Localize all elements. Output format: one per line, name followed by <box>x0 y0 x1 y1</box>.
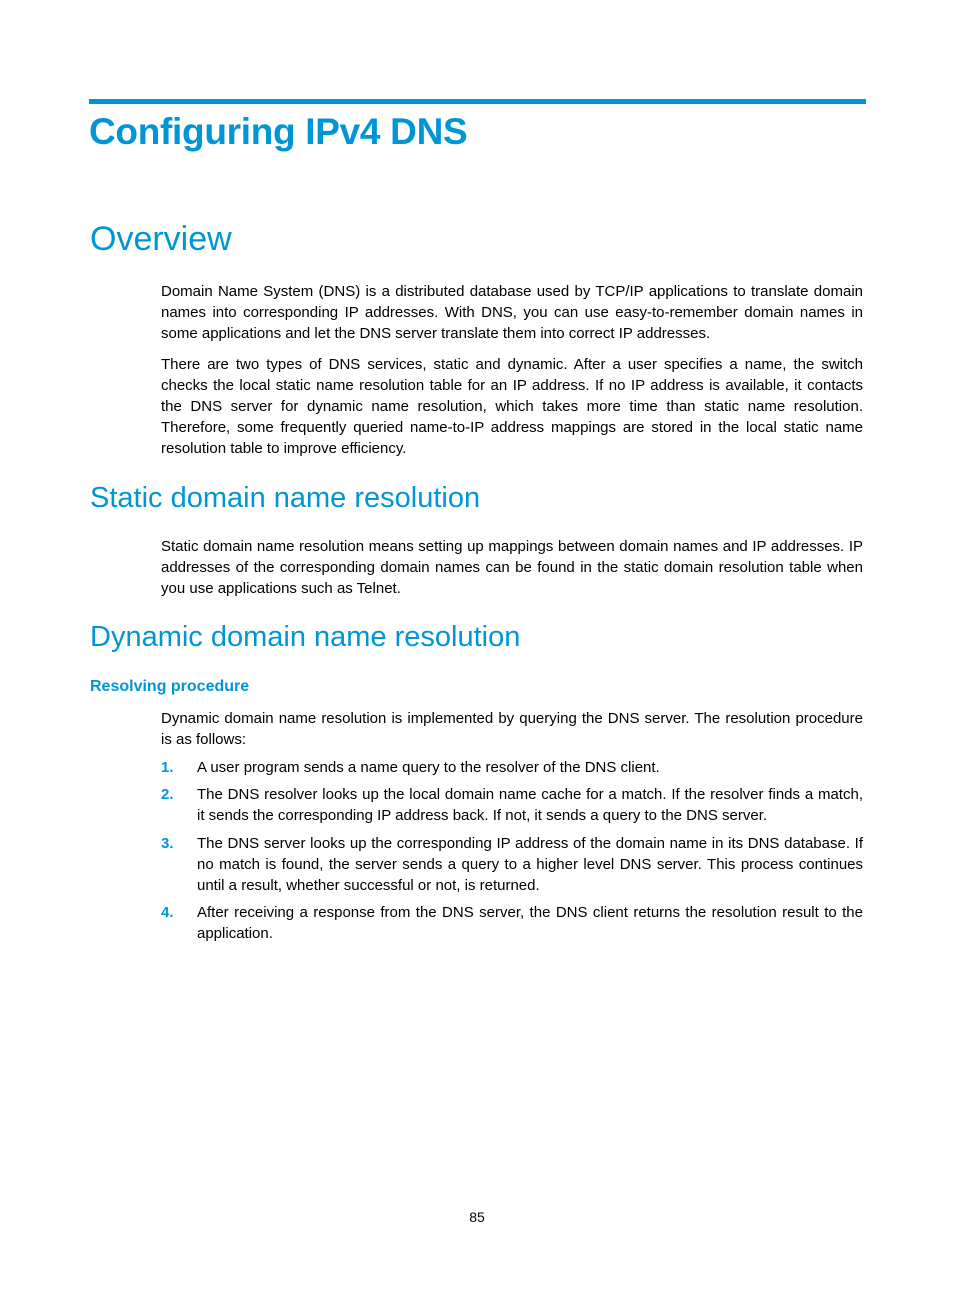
step-text: After receiving a response from the DNS server, the DNS client returns the resolution result to the application. <box>197 904 863 942</box>
overview-paragraph-2: There are two types of DNS services, static and dynamic. After a user specifies a name, the switch checks the local static name resolution table for an IP address. If no IP address is available, it contacts the DNS server for dynamic name resolution, which takes more time than static name resolution. Therefore, some frequently queried name-to-IP address mappings are stored in the local static name resolution table to improve efficiency. <box>161 356 863 457</box>
procedure-step <box>161 757 863 778</box>
resolving-procedure-heading: Resolving procedure <box>90 678 250 695</box>
step-text: A user program sends a name query to the resolver of the DNS client. <box>197 759 660 776</box>
procedure-step <box>161 833 863 896</box>
step-number: 3. <box>161 835 174 852</box>
chapter-title: Configuring IPv4 DNS <box>89 111 468 152</box>
overview-heading: Overview <box>90 220 232 258</box>
chapter-top-rule <box>89 99 866 104</box>
step-number: 1. <box>161 759 174 776</box>
procedure-step <box>161 784 863 826</box>
step-number: 2. <box>161 786 174 803</box>
step-number: 4. <box>161 904 174 921</box>
procedure-step <box>161 902 863 944</box>
static-section-heading: Static domain name resolution <box>90 482 481 514</box>
dynamic-section-intro: Dynamic domain name resolution is implemented by querying the DNS server. The resolution procedure is as follows: <box>161 710 863 748</box>
dynamic-section-heading: Dynamic domain name resolution <box>90 621 521 653</box>
step-text: The DNS resolver looks up the local domain name cache for a match. If the resolver finds a match, it sends the corresponding IP address back. If not, it sends a query to the DNS server. <box>197 786 863 824</box>
overview-paragraph-1: Domain Name System (DNS) is a distributed database used by TCP/IP applications to translate domain names into corresponding IP addresses. With DNS, you can use easy-to-remember domain names in some applications and let the DNS server translate them into correct IP addresses. <box>161 283 863 342</box>
static-section-paragraph: Static domain name resolution means setting up mappings between domain names and IP addresses. IP addresses of the corresponding domain names can be found in the static domain resolution table when you use applications such as Telnet. <box>161 538 863 597</box>
step-text: The DNS server looks up the corresponding IP address of the domain name in its DNS database. If no match is found, the server sends a query to a higher level DNS server. This process continues until a result, whether successful or not, is returned. <box>197 835 863 894</box>
page-number: 85 <box>469 1209 485 1225</box>
